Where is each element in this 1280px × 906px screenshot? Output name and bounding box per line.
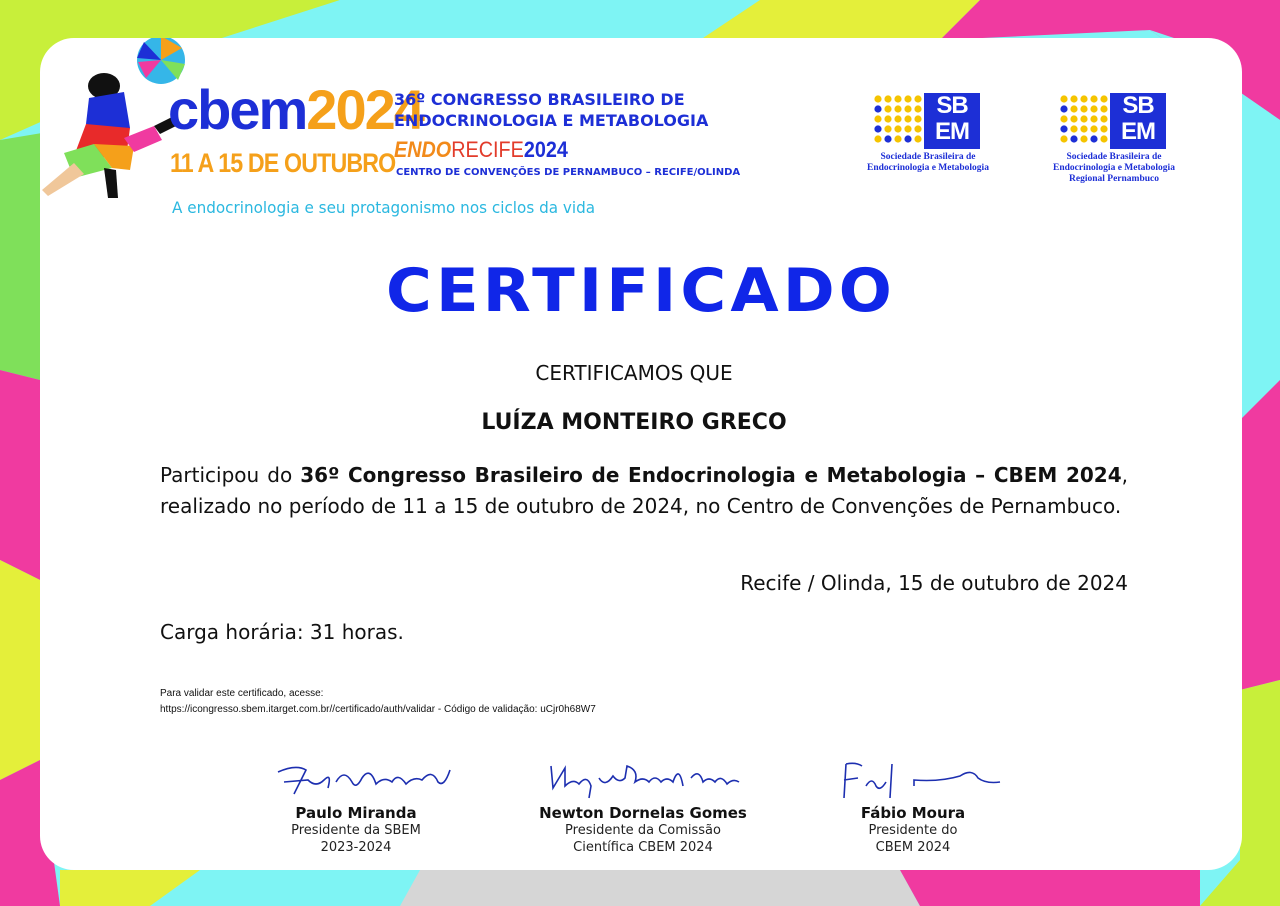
validation-instruction: Para validar este certificado, acesse: <box>160 688 324 699</box>
dots-icon <box>874 93 924 149</box>
body-prefix: Participou do <box>160 463 301 487</box>
body-suffix: , realizado no período de 11 a 15 de outubro de 2024, no Centro de Convenções de Pernambuco. <box>160 463 1128 518</box>
signer-name: Paulo Miranda <box>295 804 417 822</box>
sbem-regional-logo <box>1044 91 1194 201</box>
certificate-lead: CERTIFICAMOS QUE <box>535 361 733 385</box>
certificate-card <box>40 38 1242 870</box>
endo-year-text: 2024 <box>523 137 568 162</box>
signer-role-line2: 2023-2024 <box>320 840 392 855</box>
signer-role-line1: Presidente da SBEM <box>291 823 421 838</box>
event-dates: 11 A 15 DE OUTUBRO <box>170 148 396 178</box>
venue-text: CENTRO DE CONVENÇÕES DE PERNAMBUCO – RECIFE/OLINDA <box>396 167 741 178</box>
body-event-name: 36º Congresso Brasileiro de Endocrinologia e Metabologia – CBEM 2024 <box>300 463 1122 487</box>
congress-title-line2: ENDOCRINOLOGIA E METABOLOGIA <box>394 111 709 130</box>
signer-role-line2: CBEM 2024 <box>875 840 951 855</box>
brand-part1: cbem <box>168 78 307 141</box>
endo-recife-logo <box>394 139 568 161</box>
sbem-caption-line1: Sociedade Brasileira de <box>1066 152 1162 162</box>
sbem-logo-line2: EM <box>935 118 969 145</box>
sbem-logo-line1: SB <box>936 92 968 119</box>
sbem-logo-caption <box>1044 152 1184 185</box>
signature-block-president-sbem <box>266 758 446 856</box>
handwritten-signature <box>810 758 1016 802</box>
cbem-brand-text <box>168 78 423 141</box>
signature-block-scientific-commission <box>528 756 758 856</box>
sbem-caption-line3: Regional Pernambuco <box>1069 174 1159 184</box>
workload-hours: Carga horária: 31 horas. <box>160 620 404 644</box>
place-and-date: Recife / Olinda, 15 de outubro de 2024 <box>740 571 1128 595</box>
recipient-name: LUÍZA MONTEIRO GRECO <box>481 410 787 435</box>
validation-info <box>160 686 596 718</box>
signer-role-line1: Presidente do <box>868 823 958 838</box>
signer-role-line1: Presidente da Comissão <box>565 823 721 838</box>
validation-link[interactable]: https://icongresso.sbem.itarget.com.br//certificado/auth/validar - Código de validação: uCjr0h68W7 <box>160 704 596 715</box>
sbem-caption-line1: Sociedade Brasileira de <box>880 152 976 162</box>
certificate-title: CERTIFICADO <box>386 256 896 326</box>
endo-text: ENDO <box>394 137 452 162</box>
dots-icon <box>1060 93 1110 149</box>
sbem-logo-caption <box>858 152 998 174</box>
sbem-caption-line2: Endocrinologia e Metabologia <box>867 163 989 173</box>
congress-title-line1: 36º CONGRESSO BRASILEIRO DE <box>394 90 685 109</box>
sbem-logo-box <box>1110 93 1166 149</box>
signer-name: Fábio Moura <box>860 804 966 822</box>
tagline: A endocrinologia e seu protagonismo nos ciclos da vida <box>172 198 596 217</box>
sbem-logo <box>858 91 1008 201</box>
handwritten-signature <box>266 758 456 802</box>
congress-title <box>394 89 708 131</box>
signer-name: Newton Dornelas Gomes <box>539 804 747 822</box>
sbem-logo-box <box>924 93 980 149</box>
sbem-caption-line2: Endocrinologia e Metabologia <box>1053 163 1175 173</box>
recife-text: RECIFE <box>451 137 524 162</box>
sbem-logo-line2: EM <box>1121 118 1155 145</box>
sbem-logo-line1: SB <box>1122 92 1154 119</box>
certificate-body <box>160 460 1128 522</box>
brand-part2: 2024 <box>306 78 423 141</box>
signature-block-president-cbem <box>810 758 1016 856</box>
handwritten-signature <box>543 756 743 802</box>
signer-role-line2: Científica CBEM 2024 <box>573 840 713 855</box>
